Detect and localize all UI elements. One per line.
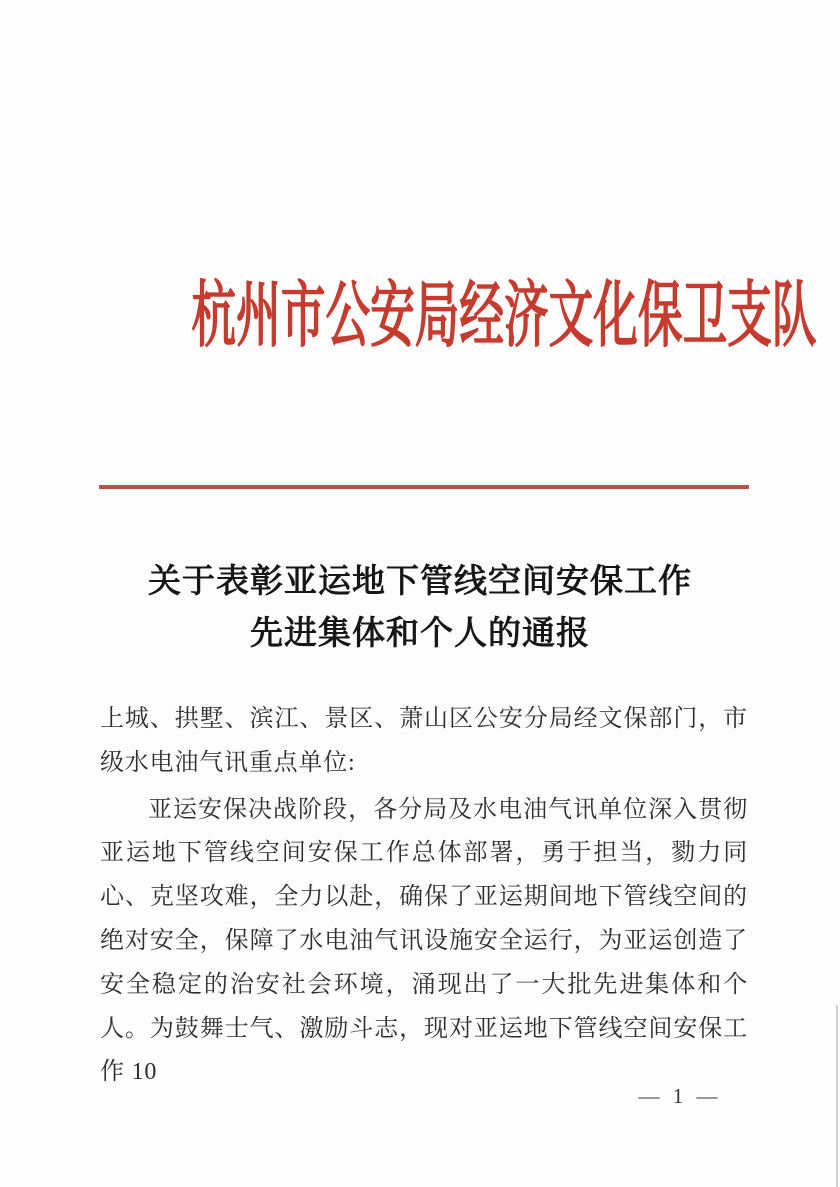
salutation-paragraph: 上城、拱墅、滨江、景区、萧山区公安分局经文保部门，市级水电油气讯重点单位: xyxy=(100,706,748,776)
page-number: — 1 — xyxy=(638,1084,722,1108)
document-body xyxy=(100,698,748,1095)
body-paragraph: 亚运安保决战阶段，各分局及水电油气讯单位深入贯彻亚运地下管线空间安保工作总体部署，勇于担当，勠力同心、克坚攻难，全力以赴，确保了亚运期间地下管线空间的绝对安全，保障了水电油气讯设施安全运行，为亚运创造了安全稳定的治安社会环境，涌现出了一大批先进集体和个人。为鼓舞士气、激励斗志，现对亚运地下管线空间安保工作 10 xyxy=(100,796,748,1086)
document-title-line-1: 关于表彰亚运地下管线空间安保工作 xyxy=(148,564,692,600)
document-title-line-2: 先进集体和个人的通报 xyxy=(250,616,590,652)
document-title xyxy=(0,556,840,660)
masthead xyxy=(0,278,840,354)
red-divider-line xyxy=(99,485,749,489)
masthead-title: 杭州市公安局经济文化保卫支队 xyxy=(191,276,817,356)
scan-edge-artifact xyxy=(836,1005,838,1187)
